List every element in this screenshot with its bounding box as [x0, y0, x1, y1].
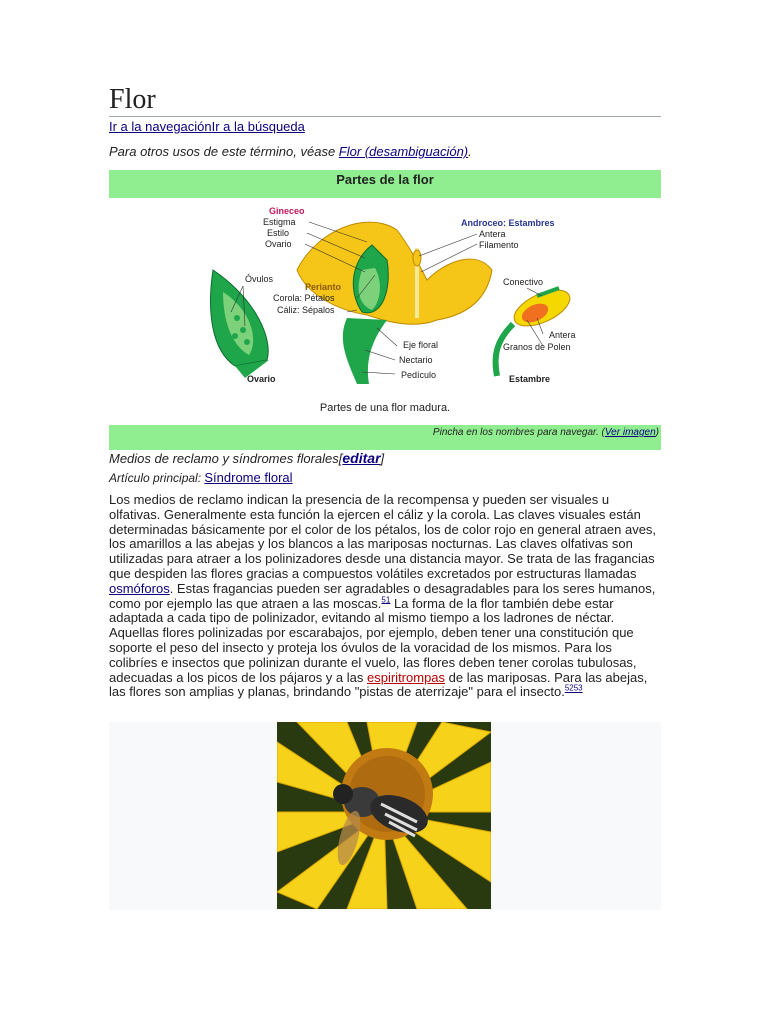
diagram-caption: Partes de una flor madura.: [319, 402, 451, 414]
body-paragraph: [109, 493, 661, 700]
label-estambre-title: Estambre: [509, 374, 551, 384]
label-caliz[interactable]: Cáliz: Sépalos: [277, 305, 335, 315]
hatnote-prefix: Para otros usos de este término, véase: [109, 144, 339, 159]
label-pediculo[interactable]: Pedículo: [401, 370, 437, 380]
section-heading: [109, 450, 384, 466]
jump-links: [109, 119, 305, 134]
label-antera-stamen[interactable]: Antera: [549, 330, 576, 340]
infobox-nav-note: [109, 425, 661, 450]
jump-to-navigation-link[interactable]: Ir a la navegación: [109, 119, 212, 134]
label-ovulos[interactable]: Óvulos: [245, 274, 274, 284]
label-filamento[interactable]: Filamento: [479, 240, 519, 250]
title-divider: [109, 116, 661, 117]
nav-note-end: ): [655, 427, 659, 438]
label-ovario[interactable]: Ovario: [265, 239, 292, 249]
main-article-link[interactable]: Síndrome floral: [204, 470, 293, 485]
label-conectivo[interactable]: Conectivo: [503, 277, 544, 287]
label-corola[interactable]: Corola: Pétalos: [273, 293, 335, 303]
ovary-drawing: [211, 270, 269, 378]
osmoforos-link[interactable]: osmóforos: [109, 580, 170, 596]
espiritrompas-link[interactable]: espiritrompas: [367, 669, 446, 685]
page-title: Flor: [109, 84, 156, 115]
para-text-2: . Estas fragancias pueden ser agradables o desagradables para los seres humanos, como por ejemplo las que atraen a las moscas.: [109, 580, 656, 611]
bee-on-sunflower-photo[interactable]: [277, 722, 491, 909]
nav-note-text: Pincha en los nombres para navegar. (: [432, 427, 605, 438]
jump-to-search-link[interactable]: Ir a la búsqueda: [211, 119, 305, 134]
label-ovario-title: Ovario: [247, 374, 276, 384]
edit-bracket-close: ]: [380, 451, 385, 466]
para-text-4: de las mariposas. Para las abejas, las flores son amplias y planas, brindando "pistas de aterrizaje" para el insecto.: [109, 669, 648, 700]
edit-section-link[interactable]: editar: [342, 450, 381, 466]
section-title: Medios de reclamo y síndromes florales: [109, 451, 339, 466]
label-eje[interactable]: Eje floral: [403, 340, 439, 350]
hatnote-suffix: .: [468, 144, 472, 159]
para-text-3: La forma de la flor también debe estar adaptada a cada tipo de polinizador, evitando al mismo tiempo a los ladrones de néctar. Aquellas flores polinizadas por escarabajos, por ejemplo, deben tener una constitución que soporte el peso del insecto y proteja los óvulos de la voracidad de los mismos. Para los colibríes e insectos que polinizan durante el vuelo, las flores deben tener corolas tubulosas, adecuadas a los picos de los pájaros y a las: [109, 595, 637, 685]
para-text-1: Los medios de reclamo indican la presencia de la recompensa y pueden ser visuales u olfativas. Generalmente esta función la ejercen el cáliz y la corola. Las claves visuales están determinadas básicamente por el color de los pétalos, los de color rojo en general atraen aves, los amarillos a las abejas y los blancos a las mariposas nocturnas. Las claves olfativas son utilizadas para atraer a los polinizadores desde una distancia mayor. Se trata de las fragancias que despiden las flores gracias a compuestos volátiles excretados por estructuras llamadas: [109, 492, 657, 581]
label-nectario[interactable]: Nectario: [399, 355, 433, 365]
view-image-link[interactable]: Ver imagen: [604, 427, 656, 438]
main-article-prefix: Artículo principal:: [109, 471, 205, 485]
label-perianto[interactable]: Perianto: [305, 282, 342, 292]
ref-51[interactable]: 51: [381, 595, 391, 605]
hatnote: [109, 144, 472, 159]
ref-5253[interactable]: 5253: [564, 684, 583, 694]
label-androceo[interactable]: Androceo: Estambres: [461, 218, 555, 228]
label-granos[interactable]: Granos de Polen: [503, 342, 571, 352]
label-estilo[interactable]: Estilo: [267, 228, 290, 238]
label-gineceo[interactable]: Gineceo: [269, 206, 305, 216]
flower-parts-diagram[interactable]: [197, 200, 587, 396]
label-estigma[interactable]: Estigma: [263, 217, 296, 227]
disambiguation-link[interactable]: Flor (desambiguación): [338, 144, 469, 159]
main-article-note: [109, 470, 293, 485]
edit-bracket-open: [: [338, 451, 343, 466]
infobox-header: Partes de la flor: [109, 170, 661, 198]
label-antera[interactable]: Antera: [479, 229, 506, 239]
